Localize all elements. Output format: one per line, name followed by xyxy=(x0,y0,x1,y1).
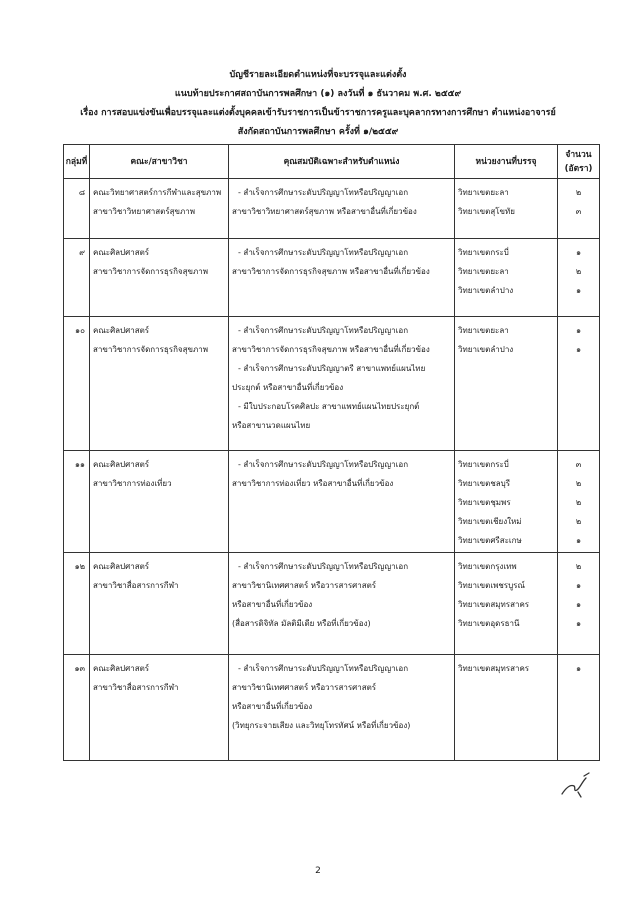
qualification-cell xyxy=(229,451,455,553)
major-name: สาขาวิชาการจัดการธุรกิจสุขภาพ xyxy=(93,267,208,276)
campus-name: วิทยาเขตยะลา xyxy=(458,326,509,335)
doc-affiliation: สังกัดสถาบันการพลศึกษา ครั้งที่ ๑/๒๕๕๙ xyxy=(237,127,399,137)
position-count: ๑ xyxy=(575,619,582,628)
table-row xyxy=(64,655,600,761)
position-count: ๑ xyxy=(575,345,582,354)
group-cell xyxy=(64,239,90,317)
positions-table xyxy=(63,144,600,761)
group-number: ๙ xyxy=(79,248,85,257)
qualification-line: - สำเร็จการศึกษาระดับปริญญาตรี สาขาแพทย์แผนไทย xyxy=(238,364,426,373)
header-count-unit: (อัตรา) xyxy=(564,163,593,174)
position-count: ๑ xyxy=(575,248,582,257)
unit-cell xyxy=(455,655,558,761)
faculty-cell xyxy=(90,317,229,451)
position-count: ๒ xyxy=(575,498,582,507)
position-count: ๒ xyxy=(575,517,582,526)
position-count: ๑ xyxy=(575,536,582,545)
qualification-line: หรือสาขานวดแผนไทย xyxy=(232,421,311,430)
qualification-line: สาขาวิชานิเทศศาสตร์ หรือวารสารศาสตร์ xyxy=(232,683,377,692)
group-number: ๑๒ xyxy=(74,562,85,571)
doc-attachment-line: แนบท้ายประกาศสถาบันการพลศึกษา (๑) ลงวันที่ ๑ ธันวาคม พ.ศ. ๒๕๕๙ xyxy=(174,89,462,99)
faculty-cell xyxy=(90,179,229,239)
group-cell xyxy=(64,553,90,655)
group-cell xyxy=(64,179,90,239)
campus-name: วิทยาเขตชุมพร xyxy=(458,498,511,507)
major-name: สาขาวิชาสื่อสารการกีฬา xyxy=(93,683,179,692)
qualification-line: หรือสาขาอื่นที่เกี่ยวข้อง xyxy=(232,702,313,711)
campus-name: วิทยาเขตสุโขทัย xyxy=(458,207,515,216)
campus-name: วิทยาเขตเพชรบูรณ์ xyxy=(458,581,525,590)
position-count: ๑ xyxy=(575,664,582,673)
position-count: ๑ xyxy=(575,286,582,295)
major-name: สาขาวิชาการท่องเที่ยว xyxy=(93,479,172,488)
faculty-name: คณะศิลปศาสตร์ xyxy=(93,460,150,469)
qualification-cell xyxy=(229,179,455,239)
qualification-line: ประยุกต์ หรือสาขาอื่นที่เกี่ยวข้อง xyxy=(232,383,344,392)
qualification-cell xyxy=(229,239,455,317)
doc-title: บัญชีรายละเอียดตำแหน่งที่จะบรรจุและแต่งตั้ง xyxy=(229,70,407,80)
table-row xyxy=(64,553,600,655)
position-count: ๑ xyxy=(575,326,582,335)
qualification-line: (สื่อสารดิจิทัล มัลติมีเดีย หรือที่เกี่ยวข้อง) xyxy=(232,619,371,628)
table-body xyxy=(64,179,600,761)
faculty-name: คณะวิทยาศาสตร์การกีฬาและสุขภาพ xyxy=(93,188,222,197)
header-count xyxy=(558,145,600,179)
qualification-line: หรือสาขาอื่นที่เกี่ยวข้อง xyxy=(232,600,313,609)
unit-cell xyxy=(455,239,558,317)
unit-cell xyxy=(455,179,558,239)
campus-name: วิทยาเขตอุดรธานี xyxy=(458,619,520,628)
position-count: ๑ xyxy=(575,600,582,609)
qualification-line: สาขาวิชานิเทศศาสตร์ หรือวารสารศาสตร์ xyxy=(232,581,377,590)
count-cell xyxy=(558,451,600,553)
qualification-line: - สำเร็จการศึกษาระดับปริญญาโทหรือปริญญาเอก xyxy=(238,188,409,197)
position-count: ๒ xyxy=(575,562,582,571)
unit-cell xyxy=(455,553,558,655)
campus-name: วิทยาเขตลำปาง xyxy=(458,345,514,354)
campus-name: วิทยาเขตศรีสะเกษ xyxy=(458,536,522,545)
table-row xyxy=(64,317,600,451)
position-count: ๓ xyxy=(575,207,582,216)
doc-subject: เรื่อง การสอบแข่งขันเพื่อบรรจุและแต่งตั้งบุคคลเข้ารับราชการเป็นข้าราชการครูและบุคลากรทางการศึกษา ตำแหน่งอาจารย์ xyxy=(80,108,556,118)
count-cell xyxy=(558,239,600,317)
position-count: ๑ xyxy=(575,581,582,590)
signature-mark xyxy=(556,770,596,800)
header-count-label: จำนวน xyxy=(565,149,592,160)
campus-name: วิทยาเขตเชียงใหม่ xyxy=(458,517,522,526)
faculty-name: คณะศิลปศาสตร์ xyxy=(93,326,150,335)
campus-name: วิทยาเขตสมุทรสาคร xyxy=(458,664,530,673)
group-number: ๑๑ xyxy=(74,460,85,469)
qualification-line: - สำเร็จการศึกษาระดับปริญญาโทหรือปริญญาเอก xyxy=(238,562,409,571)
position-count: ๓ xyxy=(575,460,582,469)
campus-name: วิทยาเขตยะลา xyxy=(458,188,509,197)
major-name: สาขาวิชาวิทยาศาสตร์สุขภาพ xyxy=(93,207,196,216)
faculty-cell xyxy=(90,655,229,761)
group-cell xyxy=(64,317,90,451)
unit-cell xyxy=(455,317,558,451)
count-cell xyxy=(558,179,600,239)
group-cell xyxy=(64,655,90,761)
campus-name: วิทยาเขตยะลา xyxy=(458,267,509,276)
page-number: 2 xyxy=(315,866,321,876)
campus-name: วิทยาเขตชลบุรี xyxy=(458,479,511,488)
header-qualification: คุณสมบัติเฉพาะสำหรับตำแหน่ง xyxy=(229,145,455,179)
table-row xyxy=(64,239,600,317)
faculty-name: คณะศิลปศาสตร์ xyxy=(93,248,150,257)
position-count: ๒ xyxy=(575,188,582,197)
header-group: กลุ่มที่ xyxy=(64,145,90,179)
qualification-line: - มีใบประกอบโรคศิลปะ สาขาแพทย์แผนไทยประยุกต์ xyxy=(238,402,420,411)
count-cell xyxy=(558,655,600,761)
qualification-line: สาขาวิชาการจัดการธุรกิจสุขภาพ หรือสาขาอื่นที่เกี่ยวข้อง xyxy=(232,267,430,276)
qualification-line: สาขาวิชาการจัดการธุรกิจสุขภาพ หรือสาขาอื่นที่เกี่ยวข้อง xyxy=(232,345,430,354)
header-unit: หน่วยงานที่บรรจุ xyxy=(455,145,558,179)
qualification-line: สาขาวิชาวิทยาศาสตร์สุขภาพ หรือสาขาอื่นที่เกี่ยวข้อง xyxy=(232,207,417,216)
faculty-cell xyxy=(90,451,229,553)
qualification-line: - สำเร็จการศึกษาระดับปริญญาโทหรือปริญญาเอก xyxy=(238,664,409,673)
qualification-line: - สำเร็จการศึกษาระดับปริญญาโทหรือปริญญาเอก xyxy=(238,248,409,257)
group-cell xyxy=(64,451,90,553)
group-number: ๘ xyxy=(78,188,85,197)
header-faculty: คณะ/สาขาวิชา xyxy=(90,145,229,179)
group-number: ๑๓ xyxy=(74,664,85,673)
faculty-cell xyxy=(90,553,229,655)
major-name: สาขาวิชาการจัดการธุรกิจสุขภาพ xyxy=(93,345,208,354)
major-name: สาขาวิชาสื่อสารการกีฬา xyxy=(93,581,179,590)
qualification-cell xyxy=(229,317,455,451)
faculty-name: คณะศิลปศาสตร์ xyxy=(93,664,150,673)
campus-name: วิทยาเขตกระบี่ xyxy=(458,248,509,257)
qualification-line: - สำเร็จการศึกษาระดับปริญญาโทหรือปริญญาเอก xyxy=(238,460,409,469)
position-count: ๒ xyxy=(575,267,582,276)
count-cell xyxy=(558,553,600,655)
qualification-line: - สำเร็จการศึกษาระดับปริญญาโทหรือปริญญาเอก xyxy=(238,326,409,335)
campus-name: วิทยาเขตกรุงเทพ xyxy=(458,562,517,571)
qualification-line: สาขาวิชาการท่องเที่ยว หรือสาขาอื่นที่เกี่ยวข้อง xyxy=(232,479,394,488)
qualification-line: (วิทยุกระจายเสียง และวิทยุโทรทัศน์ หรือที่เกี่ยวข้อง) xyxy=(232,721,411,730)
campus-name: วิทยาเขตกระบี่ xyxy=(458,460,509,469)
faculty-name: คณะศิลปศาสตร์ xyxy=(93,562,150,571)
table-row xyxy=(64,179,600,239)
campus-name: วิทยาเขตสมุทรสาคร xyxy=(458,600,530,609)
count-cell xyxy=(558,317,600,451)
position-count: ๒ xyxy=(575,479,582,488)
group-number: ๑๐ xyxy=(75,326,85,335)
table-row xyxy=(64,451,600,553)
campus-name: วิทยาเขตลำปาง xyxy=(458,286,514,295)
document-header xyxy=(0,66,636,142)
faculty-cell xyxy=(90,239,229,317)
qualification-cell xyxy=(229,553,455,655)
unit-cell xyxy=(455,451,558,553)
table-header-row xyxy=(64,145,600,179)
qualification-cell xyxy=(229,655,455,761)
